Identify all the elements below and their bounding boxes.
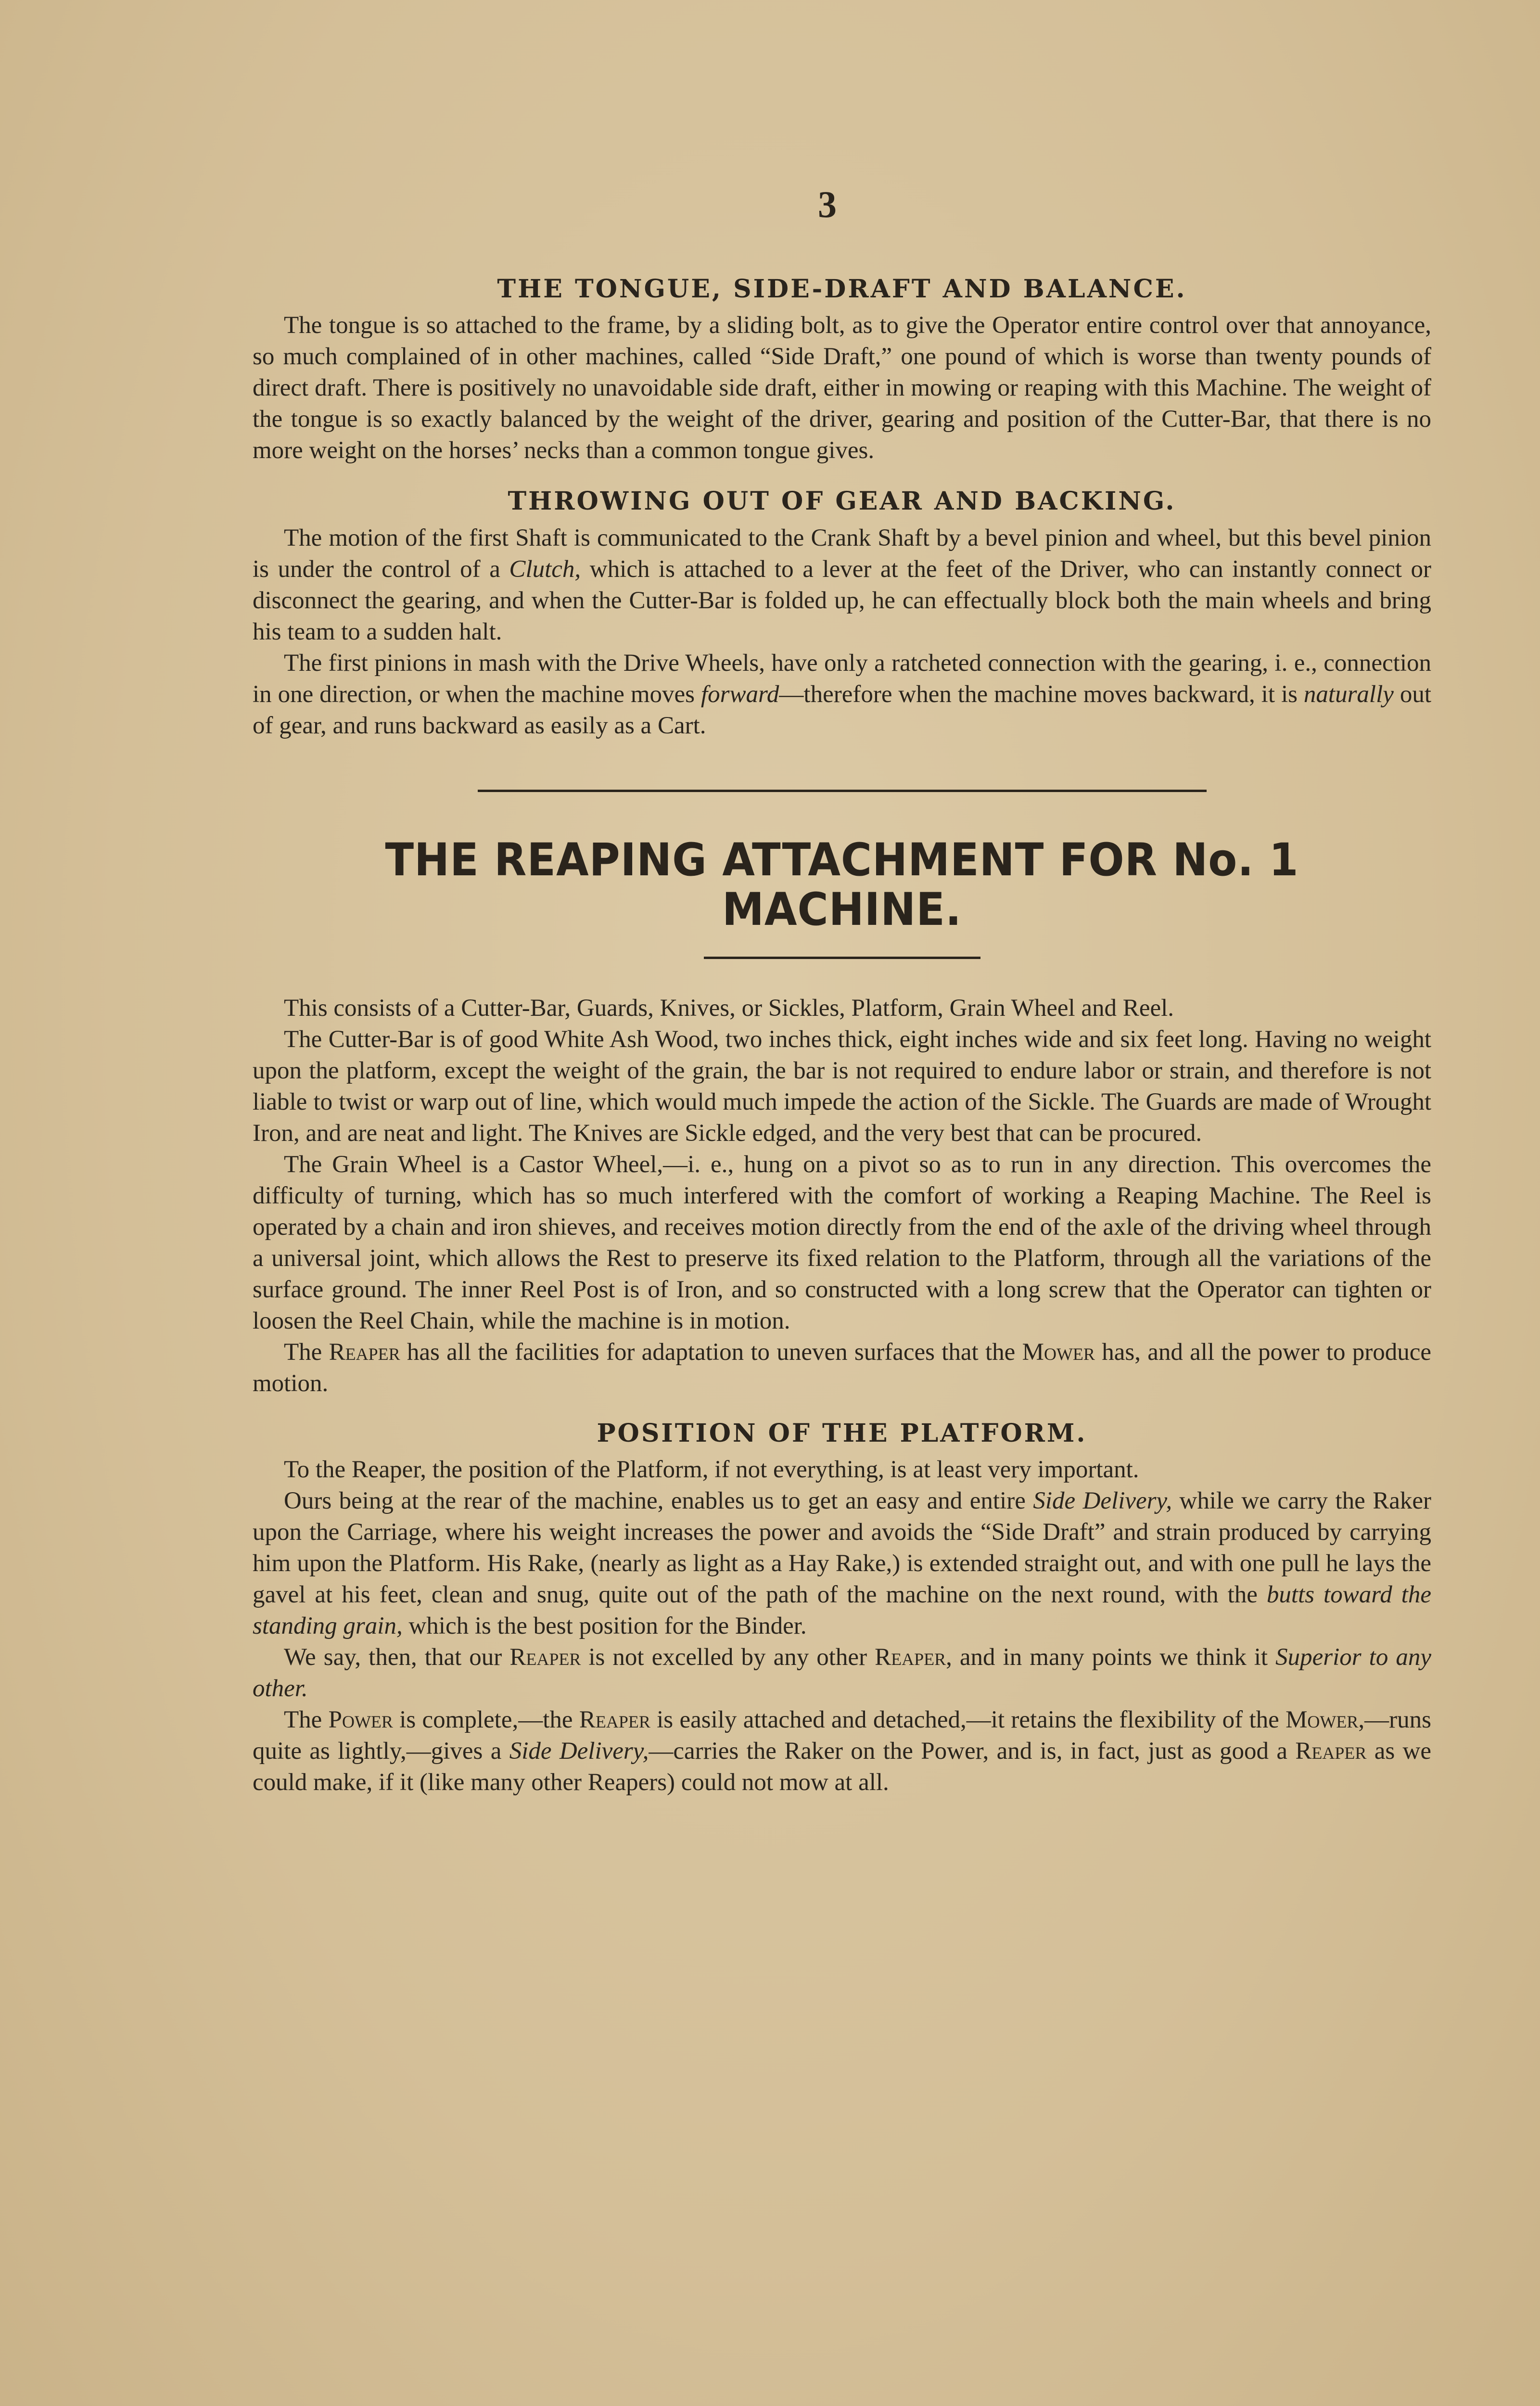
gear-paragraph-1: The motion of the first Shaft is communicated to the Crank Shaft by a bevel pinion and wheel, but this bevel pinion is under the control of a Clutch, which is attached to a lever at the feet of the Driver, who can instantly connect or disconnect the gearing, and when the Cutter-Bar is folded up, he can effectually block both the main wheels and bring his team to a sudden halt. [253,524,1431,645]
gear-heading: THROWING OUT OF GEAR AND BACKING. [508,486,1176,516]
page-number: 3 [818,183,837,225]
platform-paragraph-1: To the Reaper, the position of the Platform, if not everything, is at least very important. [284,1456,1139,1483]
platform-paragraph-4: The Power is complete,—the Reaper is easily attached and detached,—it retains the flexibility of the Mower,—runs quite as lightly,—gives a Side Delivery,—carries the Raker on the Power, and is, in fact, just as good a Reaper as we could make, if it (like many other Reapers) could not mow at all. [253,1706,1431,1796]
reaping-title: THE REAPING ATTACHMENT FOR No. 1 MACHINE. [385,833,1299,936]
reaping-paragraph-1: This consists of a Cutter-Bar, Guards, Knives, or Sickles, Platform, Grain Wheel and Reel. [284,994,1174,1022]
page-content [253,178,1431,1798]
title-underline [704,957,980,959]
reaping-paragraph-3: The Grain Wheel is a Castor Wheel,—i. e., hung on a pivot so as to run in any direction. This overcomes the difficulty of turning, which has so much interfered with the comfort of working a Reaping Machine. The Reel is operated by a chain and iron shieves, and receives motion directly from the end of the axle of the driving wheel through a universal joint, which allows the Rest to preserve its fixed relation to the Platform, through all the variations of the surface ground. The inner Reel Post is of Iron, and so constructed with a long screw that the Operator can tighten or loosen the Reel Chain, while the machine is in motion. [253,1151,1431,1334]
reaping-paragraph-2: The Cutter-Bar is of good White Ash Wood, two inches thick, eight inches wide and six feet long. Having no weight upon the platform, except the weight of the grain, the bar is not required to endure labor or strain, and therefore is not liable to twist or warp out of line, which would much impede the action of the Sickle. The Guards are made of Wrought Iron, and are neat and light. The Knives are Sickle edged, and the very best that can be procured. [253,1025,1431,1147]
platform-paragraph-2: Ours being at the rear of the machine, enables us to get an easy and entire Side Delivery, while we carry the Raker upon the Carriage, where his weight increases the power and avoids the “Side Draft” and strain produced by carrying him upon the Platform. His Rake, (nearly as light as a Hay Rake,) is extended straight out, and with one pull he lays the gavel at his feet, clean and snug, quite out of the path of the machine on the next round, with the butts toward the standing grain, which is the best position for the Binder. [253,1487,1431,1639]
reaping-paragraph-4: The Reaper has all the facilities for adaptation to uneven surfaces that the Mower has, and all the power to produce motion. [253,1338,1431,1397]
tongue-paragraph: The tongue is so attached to the frame, by a sliding bolt, as to give the Operator entire control over that annoyance, so much complained of in other machines, called “Side Draft,” one pound of which is worse than twenty pounds of direct draft. There is positively no unavoidable side draft, either in mowing or reaping with this Machine. The weight of the tongue is so exactly balanced by the weight of the driver, gearing and position of the Cutter-Bar, that there is no more weight on the horses’ necks than a common tongue gives. [253,312,1431,464]
tongue-heading: THE TONGUE, SIDE-DRAFT AND BALANCE. [497,274,1187,304]
section-divider [478,790,1207,792]
gear-paragraph-2: The first pinions in mash with the Drive Wheels, have only a ratcheted connection with the gearing, i. e., connection in one direction, or when the machine moves forward—therefore when the machine moves backward, it is naturally out of gear, and runs backward as easily as a Cart. [253,649,1432,739]
platform-heading: POSITION OF THE PLATFORM. [597,1418,1087,1448]
platform-paragraph-3: We say, then, that our Reaper is not excelled by any other Reaper, and in many points we think it Superior to any other. [253,1643,1431,1702]
